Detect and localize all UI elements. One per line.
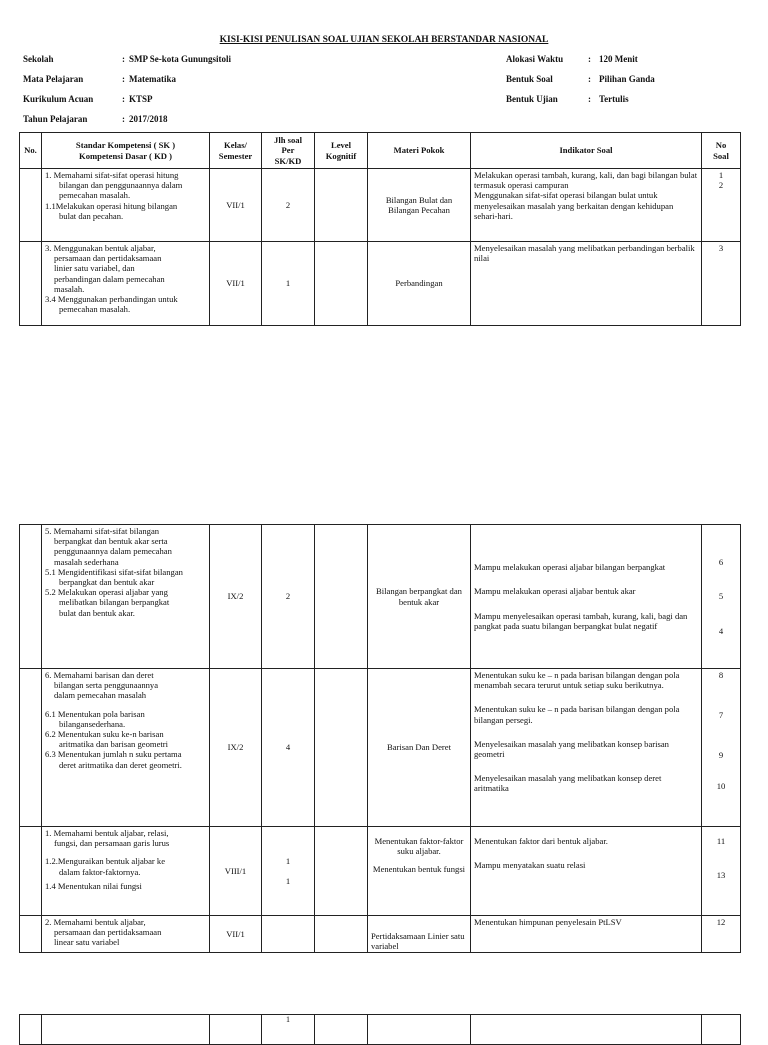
kelas-cell: VII/1 [210,169,262,242]
meta-colon: : [122,94,125,104]
meta-value: 120 Menit [599,54,638,64]
materi-cell: Bilangan Bulat dan Bilangan Pecahan [368,169,471,242]
meta-label: Mata Pelajaran [23,74,84,84]
jlh-cell: 1 1 [262,827,315,916]
meta-label: Bentuk Ujian [506,94,558,104]
sk-kd-cell: 3. Menggunakan bentuk aljabar, persamaan dan pertidaksamaan linier satu variabel, dan perbandingan dalam pemecahan masalah. 3.4 Menggunakan perbandingan untuk pemecahan masalah. [42,242,210,326]
table-row [20,525,741,669]
meta-label: Bentuk Soal [506,74,553,84]
meta-value: KTSP [129,94,153,104]
table-row [20,169,741,242]
col-header-indikator: Indikator Soal [471,133,702,169]
no-soal-cell: 8 7 9 10 [702,669,741,827]
meta-label: Kurikulum Acuan [23,94,94,104]
meta-value: Tertulis [599,94,629,104]
no-soal-cell: 1 2 [702,169,741,242]
jlh-cell: 2 [262,525,315,669]
indikator-cell: Melakukan operasi tambah, kurang, kali, dan bagi bilangan bulat termasuk operasi campuran Menggunakan sifat-sifat operasi bilangan bulat untuk menyelesaikan masalah yang berkaitan dengan kehidupan sehari-hari. [471,169,702,242]
sk-kd-cell: 5. Memahami sifat-sifat bilangan berpangkat dan bentuk akar serta penggunaannya dalam pemecahan masalah sederhana 5.1 Mengidentifikasi sifat-sifat bilangan berpangkat dan bentuk akar 5.2 Melakukan operasi aljabar yang melibatkan bilangan berpangkat bulat dan bentuk akar. [42,525,210,669]
kelas-cell: IX/2 [210,525,262,669]
jlh-cell: 1 [262,1015,315,1045]
meta-value: SMP Se-kota Gunungsitoli [129,54,232,64]
meta-value: 2017/2018 [129,114,168,124]
sk-kd-cell: 6. Memahami barisan dan deret bilangan serta penggunaannya dalam pemecahan masalah 6.1 Menentukan pola barisan bilangansederhana. 6.2 Menentukan suku ke-n barisan aritmatika dan barisan geometri 6.3 Menentukan jumlah n suku pertama deret aritmatika dan deret geometri. [42,669,210,827]
jlh-cell: 1 [262,242,315,326]
kelas-cell: IX/2 [210,669,262,827]
jlh-cell [262,916,315,953]
meta-colon: : [122,74,125,84]
meta-label: Sekolah [23,54,54,64]
kisi-table-1 [19,132,741,326]
no-soal-cell: 6 5 4 [702,525,741,669]
col-header-no: No. [20,133,42,169]
meta-colon: : [122,54,125,64]
table-row [20,827,741,916]
document-title: KISI-KISI PENULISAN SOAL UJIAN SEKOLAH BERSTANDAR NASIONAL [219,35,549,45]
meta-label: Alokasi Waktu [506,54,564,64]
col-header-materi: Materi Pokok [368,133,471,169]
table-header-row [20,133,741,169]
materi-cell: Barisan Dan Deret [368,669,471,827]
kelas-cell: VII/1 [210,242,262,326]
jlh-cell: 4 [262,669,315,827]
no-soal-cell: 3 [702,242,741,326]
table-row [20,1015,741,1045]
meta-colon: : [122,114,125,124]
col-header-sk-kd: Standar Kompetensi ( SK ) Kompetensi Dasar ( KD ) [42,133,210,169]
meta-label: Tahun Pelajaran [23,114,88,124]
kisi-table-2 [19,524,741,953]
kisi-table-3 [19,1014,741,1045]
meta-value: Pilihan Ganda [599,74,655,84]
meta-colon: : [588,74,591,84]
materi-cell: Bilangan berpangkat dan bentuk akar [368,525,471,669]
materi-cell: Menentukan faktor-faktor suku aljabar. Menentukan bentuk fungsi [368,827,471,916]
materi-cell: Perbandingan [368,242,471,326]
col-header-no-soal: No Soal [702,133,741,169]
col-header-level: Level Kognitif [315,133,368,169]
table-row [20,669,741,827]
materi-cell: Pertidaksamaan Linier satu variabel [368,916,471,953]
kelas-cell: VIII/1 [210,827,262,916]
jlh-cell: 2 [262,169,315,242]
kelas-cell: VII/1 [210,916,262,953]
indikator-cell: Mampu melakukan operasi aljabar bilangan berpangkat Mampu melakukan operasi aljabar bentuk akar Mampu menyelesaikan operasi tambah, kurang, kali, bagi dan pangkat pada suatu bilangan berpangkat bulat negatif [471,525,702,669]
col-header-kelas: Kelas/ Semester [210,133,262,169]
table-row [20,916,741,953]
table-row [20,242,741,326]
meta-colon: : [588,94,591,104]
meta-colon: : [588,54,591,64]
sk-kd-cell: 1. Memahami sifat-sifat operasi hitung bilangan dan penggunaannya dalam pemecahan masalah. 1.1Melakukan operasi hitung bilangan bulat dan pecahan. [42,169,210,242]
sk-kd-cell: 1. Memahami bentuk aljabar, relasi, fungsi, dan persamaan garis lurus 1.2.Menguraikan bentuk aljabar ke dalam faktor-faktornya. 1.4 Menentukan nilai fungsi [42,827,210,916]
indikator-cell: Menentukan himpunan penyelesain PtLSV [471,916,702,953]
no-soal-cell: 12 [702,916,741,953]
col-header-jlh-soal: Jlh soal Per SK/KD [262,133,315,169]
meta-value: Matematika [129,74,176,84]
sk-kd-cell: 2. Memahami bentuk aljabar, persamaan dan pertidaksamaan linear satu variabel [42,916,210,953]
no-soal-cell: 11 13 [702,827,741,916]
indikator-cell: Menentukan suku ke – n pada barisan bilangan dengan pola menambah secara terurut untuk setiap suku berikutnya. Menentukan suku ke – n pada barisan bilangan dengan pola bilangan persegi. Menyelesaikan masalah yang melibatkan konsep barisan geometri Menyelesaikan masalah yang melibatkan konsep deret aritmatika [471,669,702,827]
indikator-cell: Menentukan faktor dari bentuk aljabar. Mampu menyatakan suatu relasi [471,827,702,916]
indikator-cell: Menyelesaikan masalah yang melibatkan perbandingan berbalik nilai [471,242,702,326]
